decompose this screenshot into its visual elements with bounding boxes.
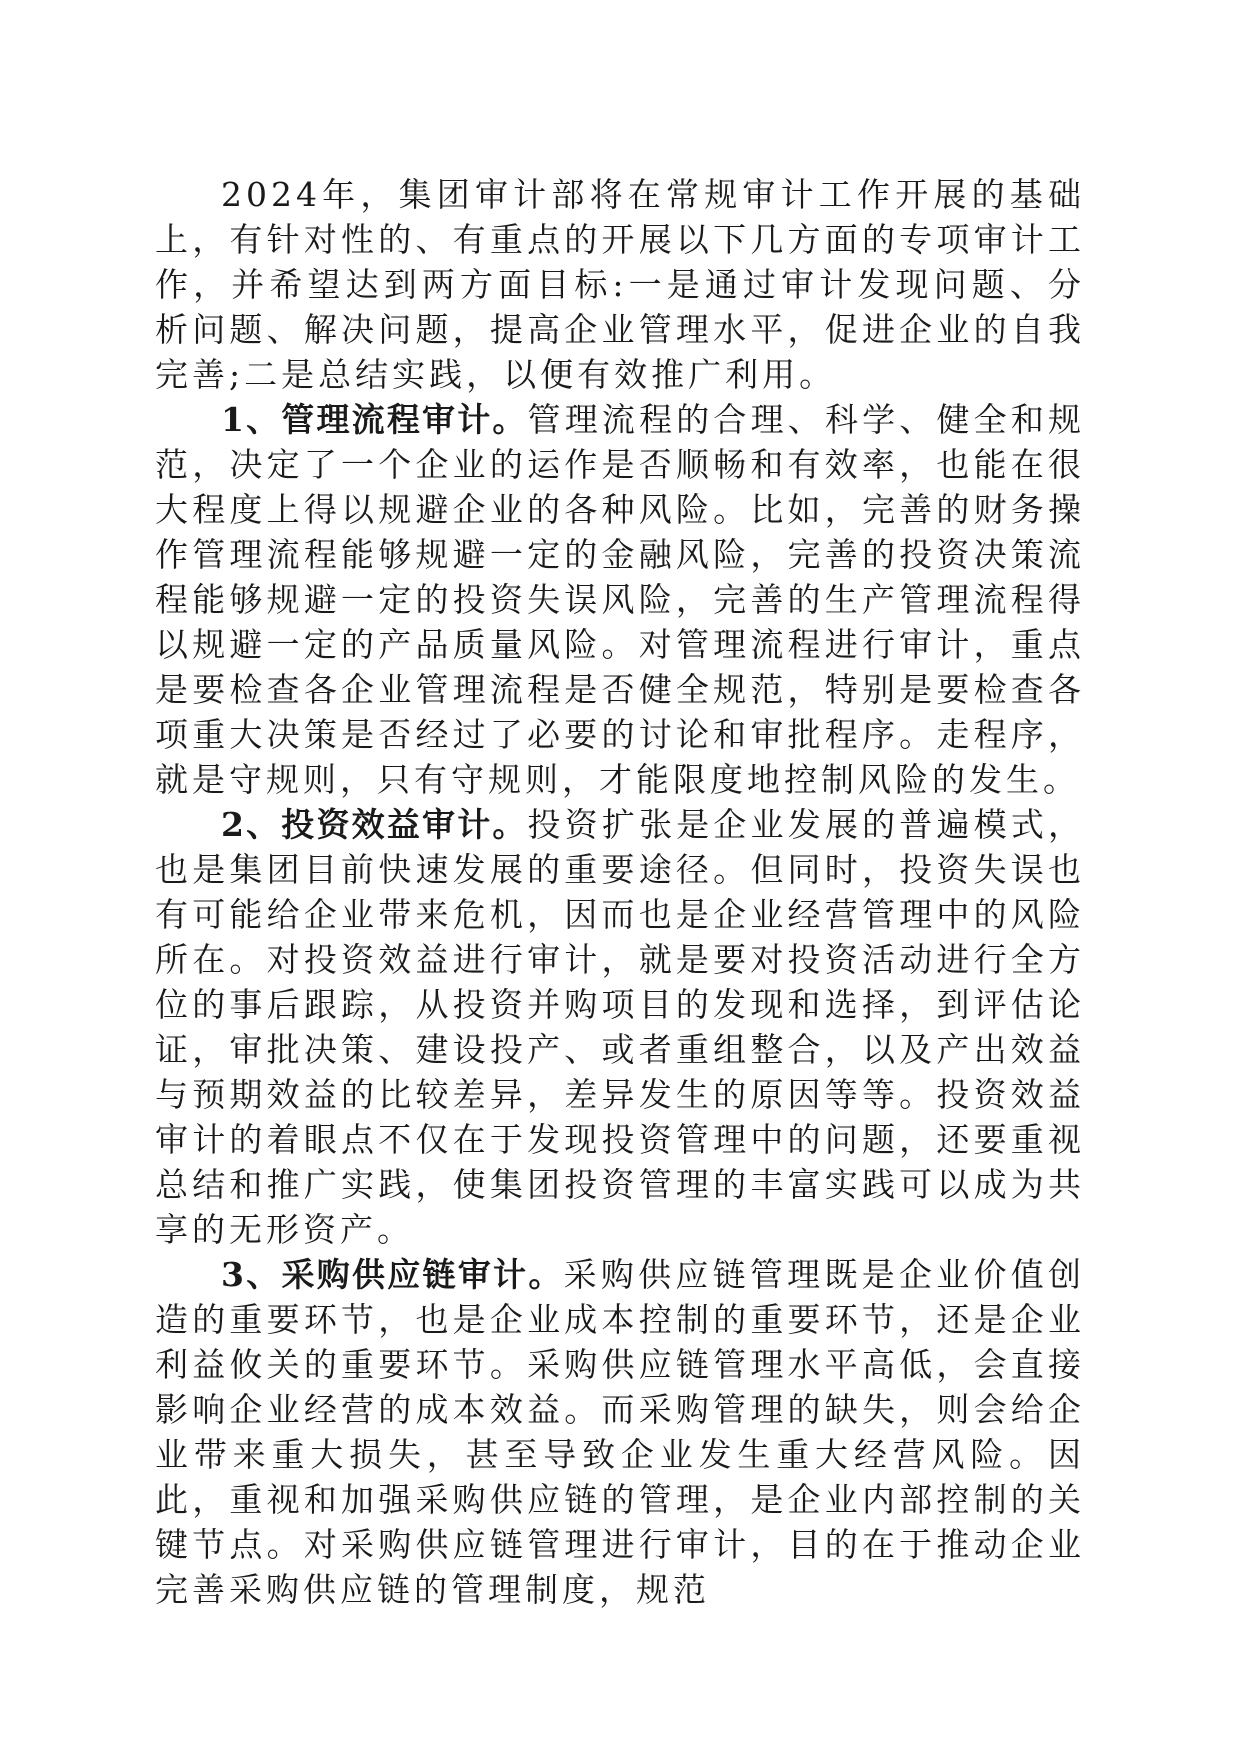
section-paragraph-supply-chain-audit — [155, 1252, 1085, 1612]
section-body: 投资扩张是企业发展的普遍模式，也是集团目前快速发展的重要途径。但同时，投资失误也有可能给企业带来危机，因而也是企业经营管理中的风险所在。对投资效益进行审计，就是要对投资活动进行全方位的事后跟踪，从投资并购项目的发现和选择，到评估论证，审批决策、建设投产、或者重组整合，以及产出效益与预期效益的比较差异，差异发生的原因等等。投资效益审计的着眼点不仅在于发现投资管理中的问题，还要重视总结和推广实践，使集团投资管理的丰富实践可以成为共享的无形资产。 — [155, 805, 1086, 1249]
intro-paragraph: 2024年，集团审计部将在常规审计工作开展的基础上，有针对性的、有重点的开展以下几方面的专项审计工作，并希望达到两方面目标:一是通过审计发现问题、分析问题、解决问题，提高企业管理水平，促进企业的自我完善;二是总结实践，以便有效推广利用。 — [155, 175, 1085, 394]
section-body: 采购供应链管理既是企业价值创造的重要环节，也是企业成本控制的重要环节，还是企业利益攸关的重要环节。采购供应链管理水平高低，会直接影响企业经营的成本效益。而采购管理的缺失，则会给企业带来重大损失，甚至导致企业发生重大经营风险。因此，重视和加强采购供应链的管理，是企业内部控制的关键节点。对采购供应链管理进行审计，目的在于推动企业完善采购供应链的管理制度，规范 — [155, 1255, 1086, 1609]
section-paragraph-investment-audit — [155, 802, 1085, 1252]
section-heading: 3、采购供应链审计。 — [221, 1255, 564, 1294]
section-body: 管理流程的合理、科学、健全和规范，决定了一个企业的运作是否顺畅和有效率，也能在很大程度上得以规避企业的各种风险。比如，完善的财务操作管理流程能够规避一定的金融风险，完善的投资决策流程能够规避一定的投资失误风险，完善的生产管理流程得以规避一定的产品质量风险。对管理流程进行审计，重点是要检查各企业管理流程是否健全规范，特别是要检查各项重大决策是否经过了必要的讨论和审批程序。走程序，就是守规则，只有守规则，才能限度地控制风险的发生。 — [155, 400, 1086, 799]
section-heading: 2、投资效益审计。 — [221, 805, 528, 844]
document-body — [155, 172, 1085, 1612]
section-heading: 1、管理流程审计。 — [221, 400, 528, 439]
section-paragraph-process-audit — [155, 397, 1085, 802]
